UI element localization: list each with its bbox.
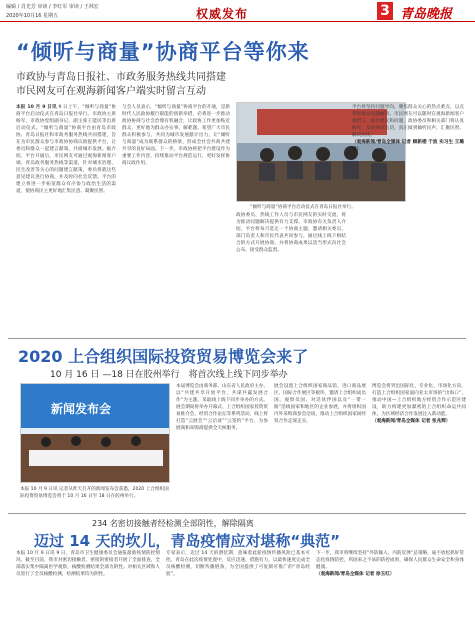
page-number: 3	[377, 2, 393, 20]
story1-column-1	[16, 104, 116, 336]
story3-column-2	[166, 550, 310, 616]
story1-byline: （观海新闻/青岛全媒体 记者 顾新楼 于波 实习生 王璐晗）	[352, 140, 464, 152]
story2-subtitle: 10 月 16 日 —18 日在胶州举行 将首次线上线下同步举办	[50, 370, 288, 380]
story3-byline: （观海新闻/青岛全媒体 记者 徐玉红）	[316, 572, 395, 577]
story1-headline: “倾听与商量”协商平台等你来	[16, 40, 310, 64]
story3-col-a-text: 本报 10 月 9 日讯 9 日，青岛市卫生健康委员会通报最新疫情防控情况。截至目前，我市对密切接触者、密接的密接者开展了全面排查，全部落实集中隔离医学观察，核酸检测结果全部为阴性。对相关区域和人员进行了全员核酸检测，检测结果均为阴性。	[16, 551, 160, 577]
editors-line: 编辑 / 肖光芳 审读 / 李红军 审读 / 王林宏	[6, 4, 99, 10]
story1-subtitle-2: 市民网友可在观海新闻客户端实时留言互动	[16, 86, 206, 97]
story1-subtitle-1: 市政协与青岛日报社、市政务服务热线共同搭建	[16, 72, 226, 83]
story2-column-3	[372, 383, 466, 509]
story2-headline: 2020 上合组织国际投资贸易博览会来了	[18, 347, 309, 366]
story3-headline: 迈过 14 天的坎儿，青岛疫情应对堪称“典范”	[34, 532, 341, 550]
story3-column-3	[316, 550, 464, 616]
story3-col-c-text: 下一步，我市将继续坚持“外防输入、内防反弹”总策略，毫不放松抓好常态化疫情防控，巩固来之不易的防控成果，确保人民群众生命安全和身体健康。	[316, 551, 464, 570]
story1-column-3	[236, 212, 346, 336]
story2-column-1	[176, 383, 268, 509]
story2-column-2	[274, 383, 366, 509]
press-conference-image	[21, 384, 170, 483]
story2-photo	[20, 383, 170, 483]
press-conference-banner: 新闻发布会	[51, 402, 112, 416]
story1-col3-text: 政协委员、热线工作人员与市民网友的实时交流，将为推动问题解决提供有力支撑。市政协有关负责人介绍，平台将每月选定一个协商主题，邀请相关委员、部门负责人和市民代表共同参与，通过线上线下相结合的方式开展协商，并将协商成果以适当形式向社会公布，接受群众监督。	[236, 213, 346, 253]
story3-col-b-text: 专家表示，迈过 14 天的潜伏期，意味着此轮疫情传播风险已基本可控。青岛在此次疫情处置中，反应迅速、措施有力，以最快速度完成全员核酸检测，切断传播链条，为全国提供了可复制可推广的“青岛经验”。	[166, 551, 310, 577]
section-divider-2	[8, 513, 466, 514]
page-header	[0, 0, 475, 22]
story1-col1-text: 9 日上午，“倾听与商量”协商平台启动仪式在青岛日报社举行。市政协主席杨军，市政协党组副书记、副主席王能民等出席启动仪式。“倾听与商量”协商平台由青岛市政协、青岛日报社和市政务服务热线共同搭建，旨在为市民群众参与市政协协商议政提供平台，让委员和群众一起建言献策、共商城市发展。据介绍，平台开通后，市民网友可通过观海新闻客户端、青岛政务服务热线等渠道，针对城市治理、民生改善等关心的问题建言献策，委员将就这些意见建议进行协商，并及时向社会反馈。平台的建立将进一步拓宽群众有序参与政治生活的渠道，使协商民主更好地汇集民意、凝聚民智。	[16, 105, 116, 194]
story2-byline: （观海新闻/青岛全媒体 记者 张兆辉）	[372, 419, 451, 424]
story2-col-a-text: 本届博览会由商务部、山东省人民政府主办，以“共建共享开放平台、共谋共赢发展合作”为主题，采取线上线下同步举办的方式。展会期间将举办开幕式、上合组织国家投资贸易推介会、经贸合作论坛等系列活动，线上将打造“云展会”“云洽谈”“云签约”平台，为参展商和采购商提供全天候服务。	[176, 384, 268, 431]
section-title: 权威发布	[196, 7, 249, 21]
story3-kicker: 234 名密切接触者经检测全部阴性，解除隔离	[92, 519, 254, 528]
story1-col2-text: 与会人员表示，“倾听与商量”协商平台的开通，是新时代人民政协履行职能的创新举措，必将进一步推动政协协商与社会治理有机融合，让政协工作更加贴近群众，更好地为群众办实事、解难题。希望广大市民群众积极参与，共同为城市发展献计出力，让“倾听与商量”成为联系群众的桥梁，形成全社会共商共建共享的良好局面。下一步，市政协将把平台建设作为重要工作内容，持续推动平台规范运行，更好发挥协商议政作用。	[122, 105, 230, 166]
section-divider-1	[8, 338, 466, 339]
story2-col-b-text: 展会设置上合组织国家商品馆、进口商品展区、国际合作展区等板块，邀请上合组织成员国、观察员国、对话伙伴国以及“一带一路”沿线国家和地区的企业参展，并将组织国内外采购商参会洽谈，推动上合组织国家间经贸合作走深走实。	[274, 384, 366, 424]
story1-lead: 本报 10 月 9 日讯	[16, 105, 57, 110]
story1-column-2	[122, 104, 230, 336]
story1-column-4	[352, 104, 464, 336]
story2-col-c-text: 博览会将突出国际化、专业化、市场化方向，打造上合组织国家面向亚太市场的“出海口”，推动中国—上合组织地方经贸合作示范区建设，助力构建更加紧密的上合组织命运共同体，为区域经济合作发展注入新动能。	[372, 384, 466, 417]
story2-photo-caption: 本报 10 月 9 日讯 记者从昨天召开的新闻发布会获悉，2020 上合组织国际投资贸易博览会将于 10 月 16 日至 18 日在胶州举行。	[20, 487, 169, 499]
story1-col4-text: 平台将坚持问题导向，聚焦群众关心的热点难点，以点带面推动问题解决。市民网友可以随时在观海新闻客户端留言，提出建议和问题，政协委员和相关部门将认真研究，及时回应关切，真正做到倾听民声、汇聚民智、解决民忧。	[352, 105, 464, 138]
story1-photo-caption: “倾听与商量”协商平台启动仪式在青岛日报社举行。	[250, 205, 356, 210]
story3-column-1	[16, 550, 160, 616]
issue-date: 2020年10月16 星期五	[6, 13, 59, 19]
newspaper-logo: 青岛晚报	[400, 7, 453, 22]
